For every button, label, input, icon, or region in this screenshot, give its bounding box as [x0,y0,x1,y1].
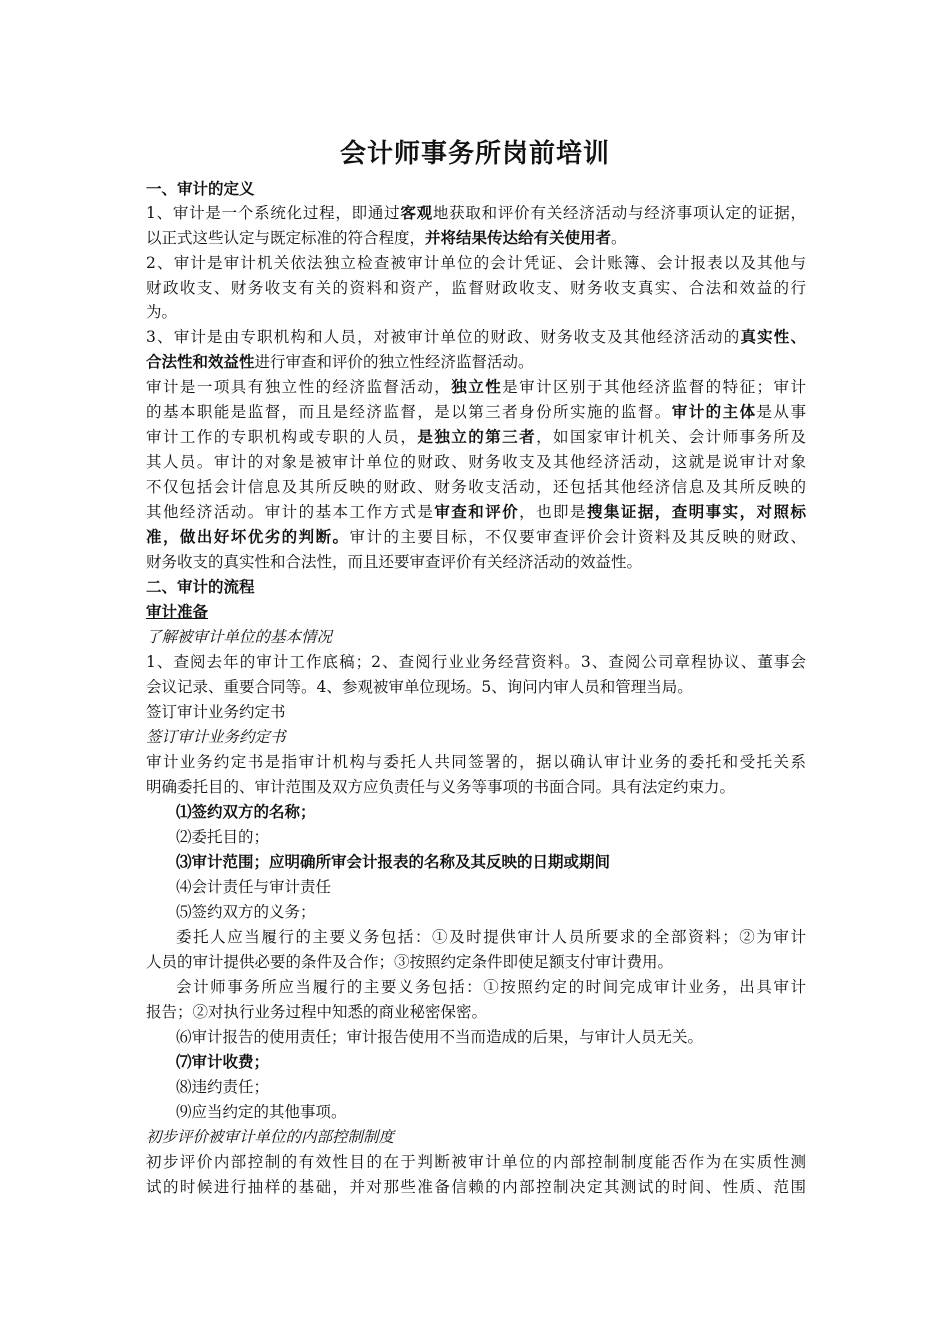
paragraph-line: 审计业务约定书是指审计机构与委托人共同签署的，据以确认审计业务的委托和受托关系 [146,753,806,771]
paragraph-line: 审计工作的专职机构或专职的人员，是独立的第三者，如国家审计机关、会计师事务所及 [146,427,806,446]
paragraph-line: 签订审计业务约定书 [146,703,286,721]
list-item: ⑺审计收费； [176,1052,270,1071]
list-item: ⑶审计范围；应明确所审会计报表的名称及其反映的日期或期间 [176,852,611,871]
paragraph-line: 1、审计是一个系统化过程，即通过客观地获取和评价有关经济活动与经济事项认定的证据， [146,203,806,222]
subheading-audit-preparation: 审计准备 [146,602,209,621]
paragraph-line: 初步评价内部控制的有效性目的在于判断被审计单位的内部控制制度能否作为在实质性测 [146,1153,806,1171]
paragraph-line: 明确委托目的、审计范围及双方应负责任与义务等事项的书面合同。具有法定约束力。 [146,778,736,796]
page-title: 会计师事务所岗前培训 [339,139,610,169]
section-heading-definition: 一、审计的定义 [146,179,255,198]
section-heading-process: 二、审计的流程 [146,577,255,596]
italic-subheading: 了解被审计单位的基本情况 [146,628,333,646]
paragraph-line: 会计师事务所应当履行的主要义务包括：①按照约定的时间完成审计业务，出具审计 [176,978,806,996]
list-item: ⑵委托目的； [176,828,270,846]
italic-subheading: 签订审计业务约定书 [146,728,286,746]
list-item: ⑼应当约定的其他事项。 [176,1103,347,1121]
italic-subheading: 初步评价被审计单位的内部控制制度 [146,1128,395,1146]
paragraph-line: 财务收支的真实性和合法性，而且还要审查评价有关经济活动的效益性。 [146,553,643,571]
paragraph-line: 财政收支、财务收支有关的资料和资产，监督财政收支、财务收支真实、合法和效益的行 [146,279,806,297]
paragraph-line: 其人员。审计的对象是被审计单位的财政、财务收支及其他经济活动，这就是说审计对象 [146,453,806,471]
paragraph-line: 3、审计是由专职机构和人员，对被审计单位的财政、财务收支及其他经济活动的真实性、 [146,327,806,346]
list-item: ⑸签约双方的义务； [176,903,316,921]
paragraph-line: 1、查阅去年的审计工作底稿；2、查阅行业业务经营资料。3、查阅公司章程协议、董事会 [146,653,806,671]
paragraph-line: 报告；②对执行业务过程中知悉的商业秘密保密。 [146,1003,488,1021]
paragraph-line: 审计是一项具有独立性的经济监督活动，独立性是审计区别于其他经济监督的特征；审计 [146,377,806,396]
paragraph-line: 合法性和效益性进行审查和评价的独立性经济监督活动。 [146,352,534,371]
paragraph-line: 其他经济活动。审计的基本工作方式是审查和评价，也即是搜集证据，查明事实，对照标 [146,502,806,521]
paragraph-line: 不仅包括会计信息及其所反映的财政、财务收支活动，还包括其他经济信息及其所反映的 [146,478,806,496]
list-item: ⑴签约双方的名称； [176,802,316,821]
list-item: ⑹审计报告的使用责任；审计报告使用不当而造成的后果，与审计人员无关。 [176,1028,704,1046]
list-item: ⑷会计责任与审计责任 [176,878,332,896]
paragraph-line: 会议记录、重要合同等。4、参观被审单位现场。5、询问内审人员和管理当局。 [146,678,693,696]
paragraph-line: 人员的审计提供必要的条件及合作；③按照约定条件即使足额支付审计费用。 [146,953,674,971]
paragraph-line: 2、审计是审计机关依法独立检查被审计单位的会计凭证、会计账簿、会计报表以及其他与 [146,254,806,272]
paragraph-line: 的基本职能是监督，而且是经济监督，是以第三者身份所实施的监督。审计的主体是从事 [146,402,806,421]
paragraph-line: 委托人应当履行的主要义务包括：①及时提供审计人员所要求的全部资料；②为审计 [176,928,806,946]
paragraph-line: 准，做出好坏优劣的判断。审计的主要目标，不仅要审查评价会计资料及其反映的财政、 [146,527,806,546]
paragraph-line: 以正式这些认定与既定标准的符合程度，并将结果传达给有关使用者。 [146,228,627,247]
paragraph-line: 为。 [146,303,178,321]
list-item: ⑻违约责任； [176,1078,270,1096]
paragraph-line: 试的时候进行抽样的基础，并对那些准备信赖的内部控制决定其测试的时间、性质、范围 [146,1178,806,1196]
